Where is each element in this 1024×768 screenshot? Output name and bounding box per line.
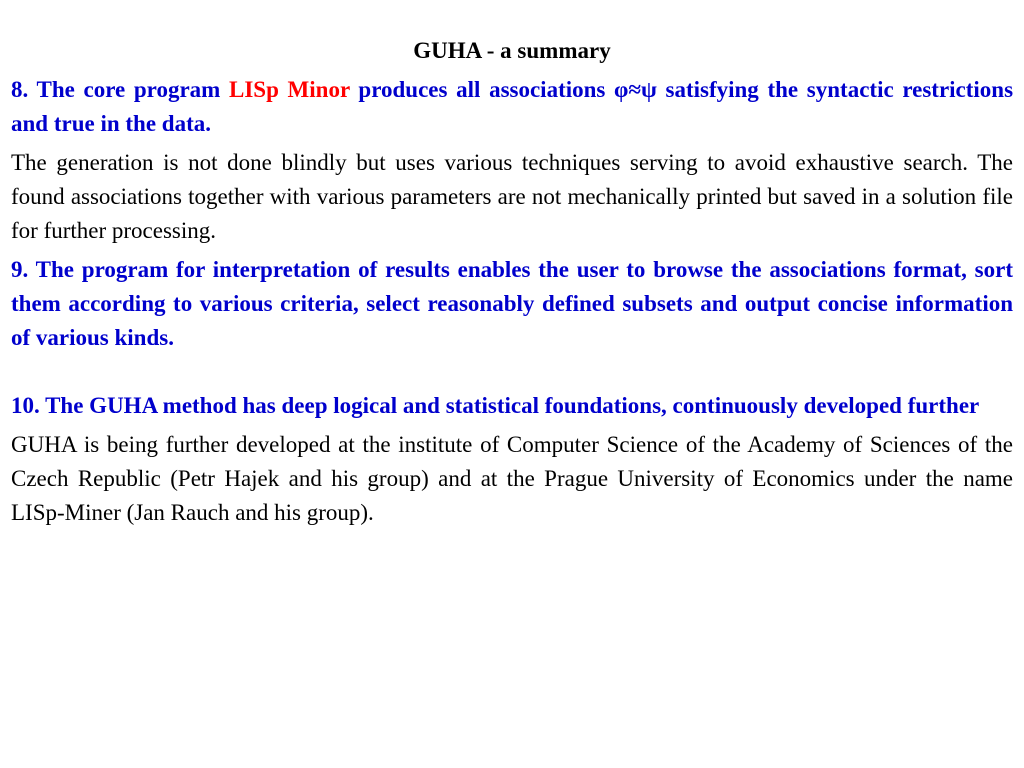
slide-title: GUHA - a summary [413,38,611,63]
item-8-tail: satisfying the syntactic restrictions and true in the data. [11,77,1014,136]
program-name-highlight: LISp Minor [229,77,350,102]
item-9-heading: 9. The program for interpretation of results enables the user to browse the associations format, sort them according to various criteria, select reasonably defined subsets and output concise information of various kinds. [11,257,1013,350]
association-formula: φ≈ψ [614,77,657,102]
item-8-heading [11,73,1013,141]
development-paragraph: GUHA is being further developed at the institute of Computer Science of the Academy of Sciences of the Czech Republic (Petr Hajek and his group) and at the Prague University of Economics under the name LISp-Miner (Jan Rauch and his group). [11,432,1013,525]
slide-content [11,34,1013,535]
item-8-middle: produces all associations [358,77,606,102]
item-10-heading: 10. The GUHA method has deep logical and statistical foundations, continuously developed further [11,393,980,418]
spacer [11,360,1013,389]
item-8-lead: 8. The core program [11,77,221,102]
generation-paragraph: The generation is not done blindly but uses various techniques serving to avoid exhaustive search. The found associations together with various parameters are not mechanically printed but saved in a solution file for further processing. [11,150,1013,243]
